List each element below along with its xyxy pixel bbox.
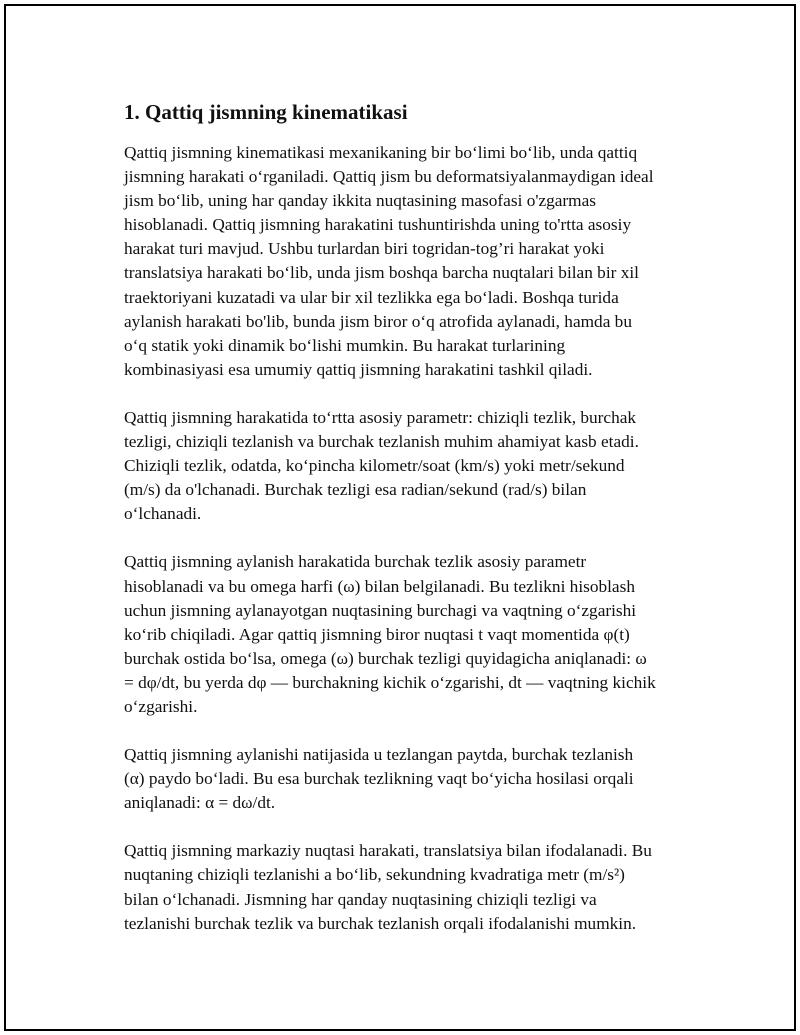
paragraph-line: aniqlanadi: α = dω/dt. — [124, 793, 276, 813]
paragraph-line: traektoriyani kuzatadi va ular bir xil tezlikka ega bo‘ladi. Boshqa turida — [124, 287, 619, 307]
paragraph-line: tezligi, chiziqli tezlanish va burchak tezlanish muhim ahamiyat kasb etadi. — [124, 432, 639, 452]
paragraph-line: nuqtaning chiziqli tezlanishi a bo‘lib, sekundning kvadratiga metr (m/s²) — [124, 865, 625, 885]
paragraph-line: (α) paydo bo‘ladi. Bu esa burchak tezlikning vaqt bo‘yicha hosilasi orqali — [124, 769, 634, 789]
paragraph-4 — [124, 743, 692, 815]
section-heading: 1. Qattiq jismning kinematikasi — [124, 100, 408, 124]
paragraph-3 — [124, 550, 692, 719]
paragraph-line: ko‘rib chiqiladi. Agar qattiq jismning biror nuqtasi t vaqt momentida φ(t) — [124, 624, 630, 644]
paragraph-2 — [124, 406, 692, 526]
paragraph-line: translatsiya harakati bo‘lib, unda jism boshqa barcha nuqtalari bilan bir xil — [124, 263, 639, 283]
document-body — [124, 98, 692, 960]
paragraph-line: Chiziqli tezlik, odatda, ko‘pincha kilometr/soat (km/s) yoki metr/sekund — [124, 456, 625, 476]
paragraph-line: aylanish harakati bo'lib, bunda jism biror o‘q atrofida aylanadi, hamda bu — [124, 311, 632, 331]
paragraph-line: uchun jismning aylanayotgan nuqtasining burchagi va vaqtning o‘zgarishi — [124, 600, 637, 620]
paragraph-line: bilan o‘lchanadi. Jismning har qanday nuqtasining chiziqli tezligi va — [124, 889, 597, 909]
paragraph-line: Qattiq jismning harakatida to‘rtta asosiy parametr: chiziqli tezlik, burchak — [124, 407, 637, 427]
paragraph-line: burchak ostida bo‘lsa, omega (ω) burchak tezligi quyidagicha aniqlanadi: ω — [124, 648, 647, 668]
paragraph-line: Qattiq jismning markaziy nuqtasi harakati, translatsiya bilan ifodalanadi. Bu — [124, 841, 652, 861]
paragraph-1 — [124, 141, 692, 382]
paragraph-line: Qattiq jismning kinematikasi mexanikaning bir bo‘limi bo‘lib, unda qattiq — [124, 143, 638, 162]
paragraph-line: harakat turi mavjud. Ushbu turlardan biri togridan-tog’ri harakat yoki — [124, 239, 605, 259]
paragraph-5 — [124, 839, 692, 935]
paragraphs — [124, 141, 692, 936]
paragraph-line: o‘lchanadi. — [124, 504, 202, 524]
paragraph-line: tezlanishi burchak tezlik va burchak tezlanish orqali ifodalanishi mumkin. — [124, 913, 637, 933]
paragraph-line: o‘q statik yoki dinamik bo‘lishi mumkin. Bu harakat turlarining — [124, 335, 566, 355]
paragraph-line: jism bo‘lib, uning har qanday ikkita nuqtasining masofasi o'zgarmas — [124, 191, 597, 211]
paragraph-line: hisoblanadi va bu omega harfi (ω) bilan belgilanadi. Bu tezlikni hisoblash — [124, 576, 635, 596]
page-frame — [4, 4, 796, 1031]
paragraph-line: Qattiq jismning aylanish harakatida burchak tezlik asosiy parametr — [124, 552, 587, 572]
paragraph-line: = dφ/dt, bu yerda dφ — burchakning kichik o‘zgarishi, dt — vaqtning kichik — [124, 672, 656, 692]
paragraph-line: o‘zgarishi. — [124, 696, 198, 716]
paragraph-line: Qattiq jismning aylanishi natijasida u tezlangan paytda, burchak tezlanish — [124, 745, 634, 765]
paragraph-line: jismning harakati o‘rganiladi. Qattiq jism bu deformatsiyalanmaydigan ideal — [124, 167, 654, 187]
paragraph-line: hisoblanadi. Qattiq jismning harakatini tushuntirishda uning to'rtta asosiy — [124, 215, 632, 235]
paragraph-line: (m/s) da o'lchanadi. Burchak tezligi esa radian/sekund (rad/s) bilan — [124, 480, 587, 500]
paragraph-line: kombinasiyasi esa umumiy qattiq jismning harakatini tashkil qiladi. — [124, 359, 593, 379]
